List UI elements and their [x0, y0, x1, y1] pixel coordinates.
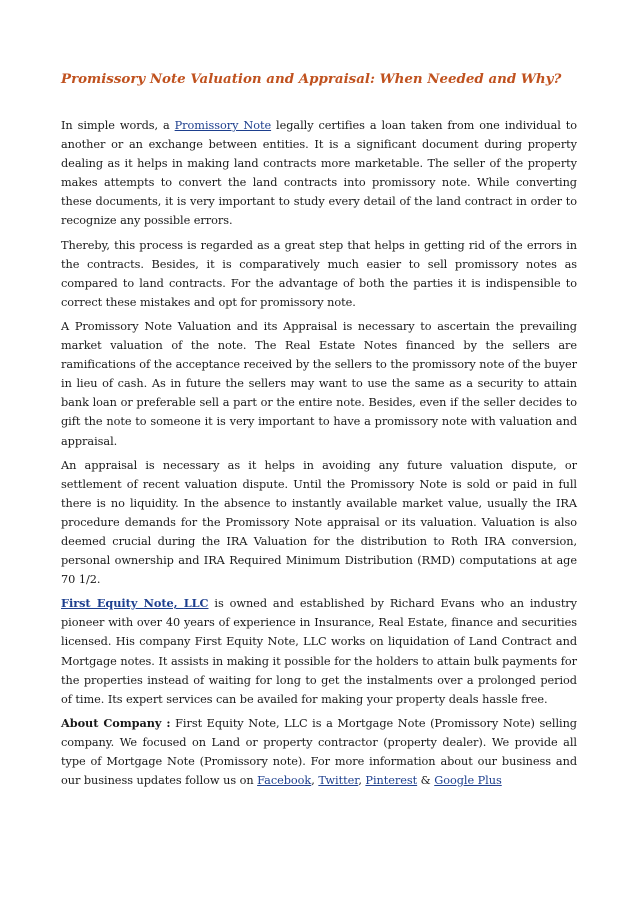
google-plus-link[interactable]: Google Plus	[434, 774, 502, 788]
separator-ampersand: &	[417, 774, 435, 788]
paragraph-company-info	[61, 594, 577, 709]
paragraph-intro-text-start: In simple words, a	[61, 119, 175, 132]
about-company-text: First Equity Note, LLC is a Mortgage Note (Promissory Note) selling company. We focused on Land or property contractor (property dealer). We provide all type of Mortgage Note (Promissory note). For more information about our business and our business updates follow us on	[61, 716, 577, 788]
paragraph-appraisal: An appraisal is necessary as it helps in avoiding any future valuation dispute, or settlement of recent valuation dispute. Until the Promissory Note is sold or paid in full there is no liquidity. In the absence to instantly available market value, usually the IRA procedure demands for the Promissory Note appraisal or its valuation. Valuation is also deemed crucial during the IRA Valuation for the distribution to Roth IRA conversion, personal ownership and IRA Required Minimum Distribution (RMD) computations at age 70 1/2.	[61, 458, 577, 587]
first-equity-note-link[interactable]: First Equity Note, LLC	[61, 596, 209, 611]
about-company-label: About Company :	[61, 715, 171, 730]
separator-comma-2: ,	[358, 774, 366, 788]
paragraph-company-info-text: is owned and established by Richard Evans who an industry pioneer with over 40 years of experience in Insurance, Real Estate, finance and securities licensed. His company First Equity Note, LLC works on liquidation of Land Contract and Mortgage notes. It assists in making it possible for the holders to attain bulk payments for the properties instead of waiting for long to get the instalments over a prolonged period of time. Its expert services can be availed for making your property deals hassle free.	[61, 597, 577, 706]
pinterest-link[interactable]: Pinterest	[365, 774, 418, 788]
paragraph-intro	[61, 116, 577, 231]
twitter-link[interactable]: Twitter	[318, 774, 359, 788]
paragraph-intro-text-end: legally certifies a loan taken from one individual to another or an exchange between entities. It is a significant document during property dealing as it helps in making land contracts more marketable. The seller of the property makes attempts to convert the land contracts into promissory note. While converting these documents, it is very important to study every detail of the land contract in order to recognize any possible errors.	[61, 119, 578, 228]
paragraph-about-company	[61, 714, 577, 790]
promissory-note-link[interactable]: Promissory Note	[174, 119, 272, 132]
document-page	[61, 70, 577, 795]
page-title: Promissory Note Valuation and Appraisal: When Needed and Why?	[61, 71, 562, 87]
separator-comma-1: ,	[311, 774, 319, 788]
paragraph-errors: Thereby, this process is regarded as a great step that helps in getting rid of the errors in the contracts. Besides, it is comparatively much easier to sell promissory notes as compared to land contracts. For the advantage of both the parties it is indispensible to correct these mistakes and opt for promissory note.	[61, 238, 577, 309]
facebook-link[interactable]: Facebook	[257, 774, 312, 788]
paragraph-valuation: A Promissory Note Valuation and its Appraisal is necessary to ascertain the prevailing market valuation of the note. The Real Estate Notes financed by the sellers are ramifications of the acceptance received by the sellers to the promissory note of the buyer in lieu of cash. As in future the sellers may want to use the same as a security to attain bank loan or preferable sell a part or the entire note. Besides, even if the seller decides to gift the note to someone it is very important to have a promissory note with valuation and appraisal.	[61, 319, 577, 448]
